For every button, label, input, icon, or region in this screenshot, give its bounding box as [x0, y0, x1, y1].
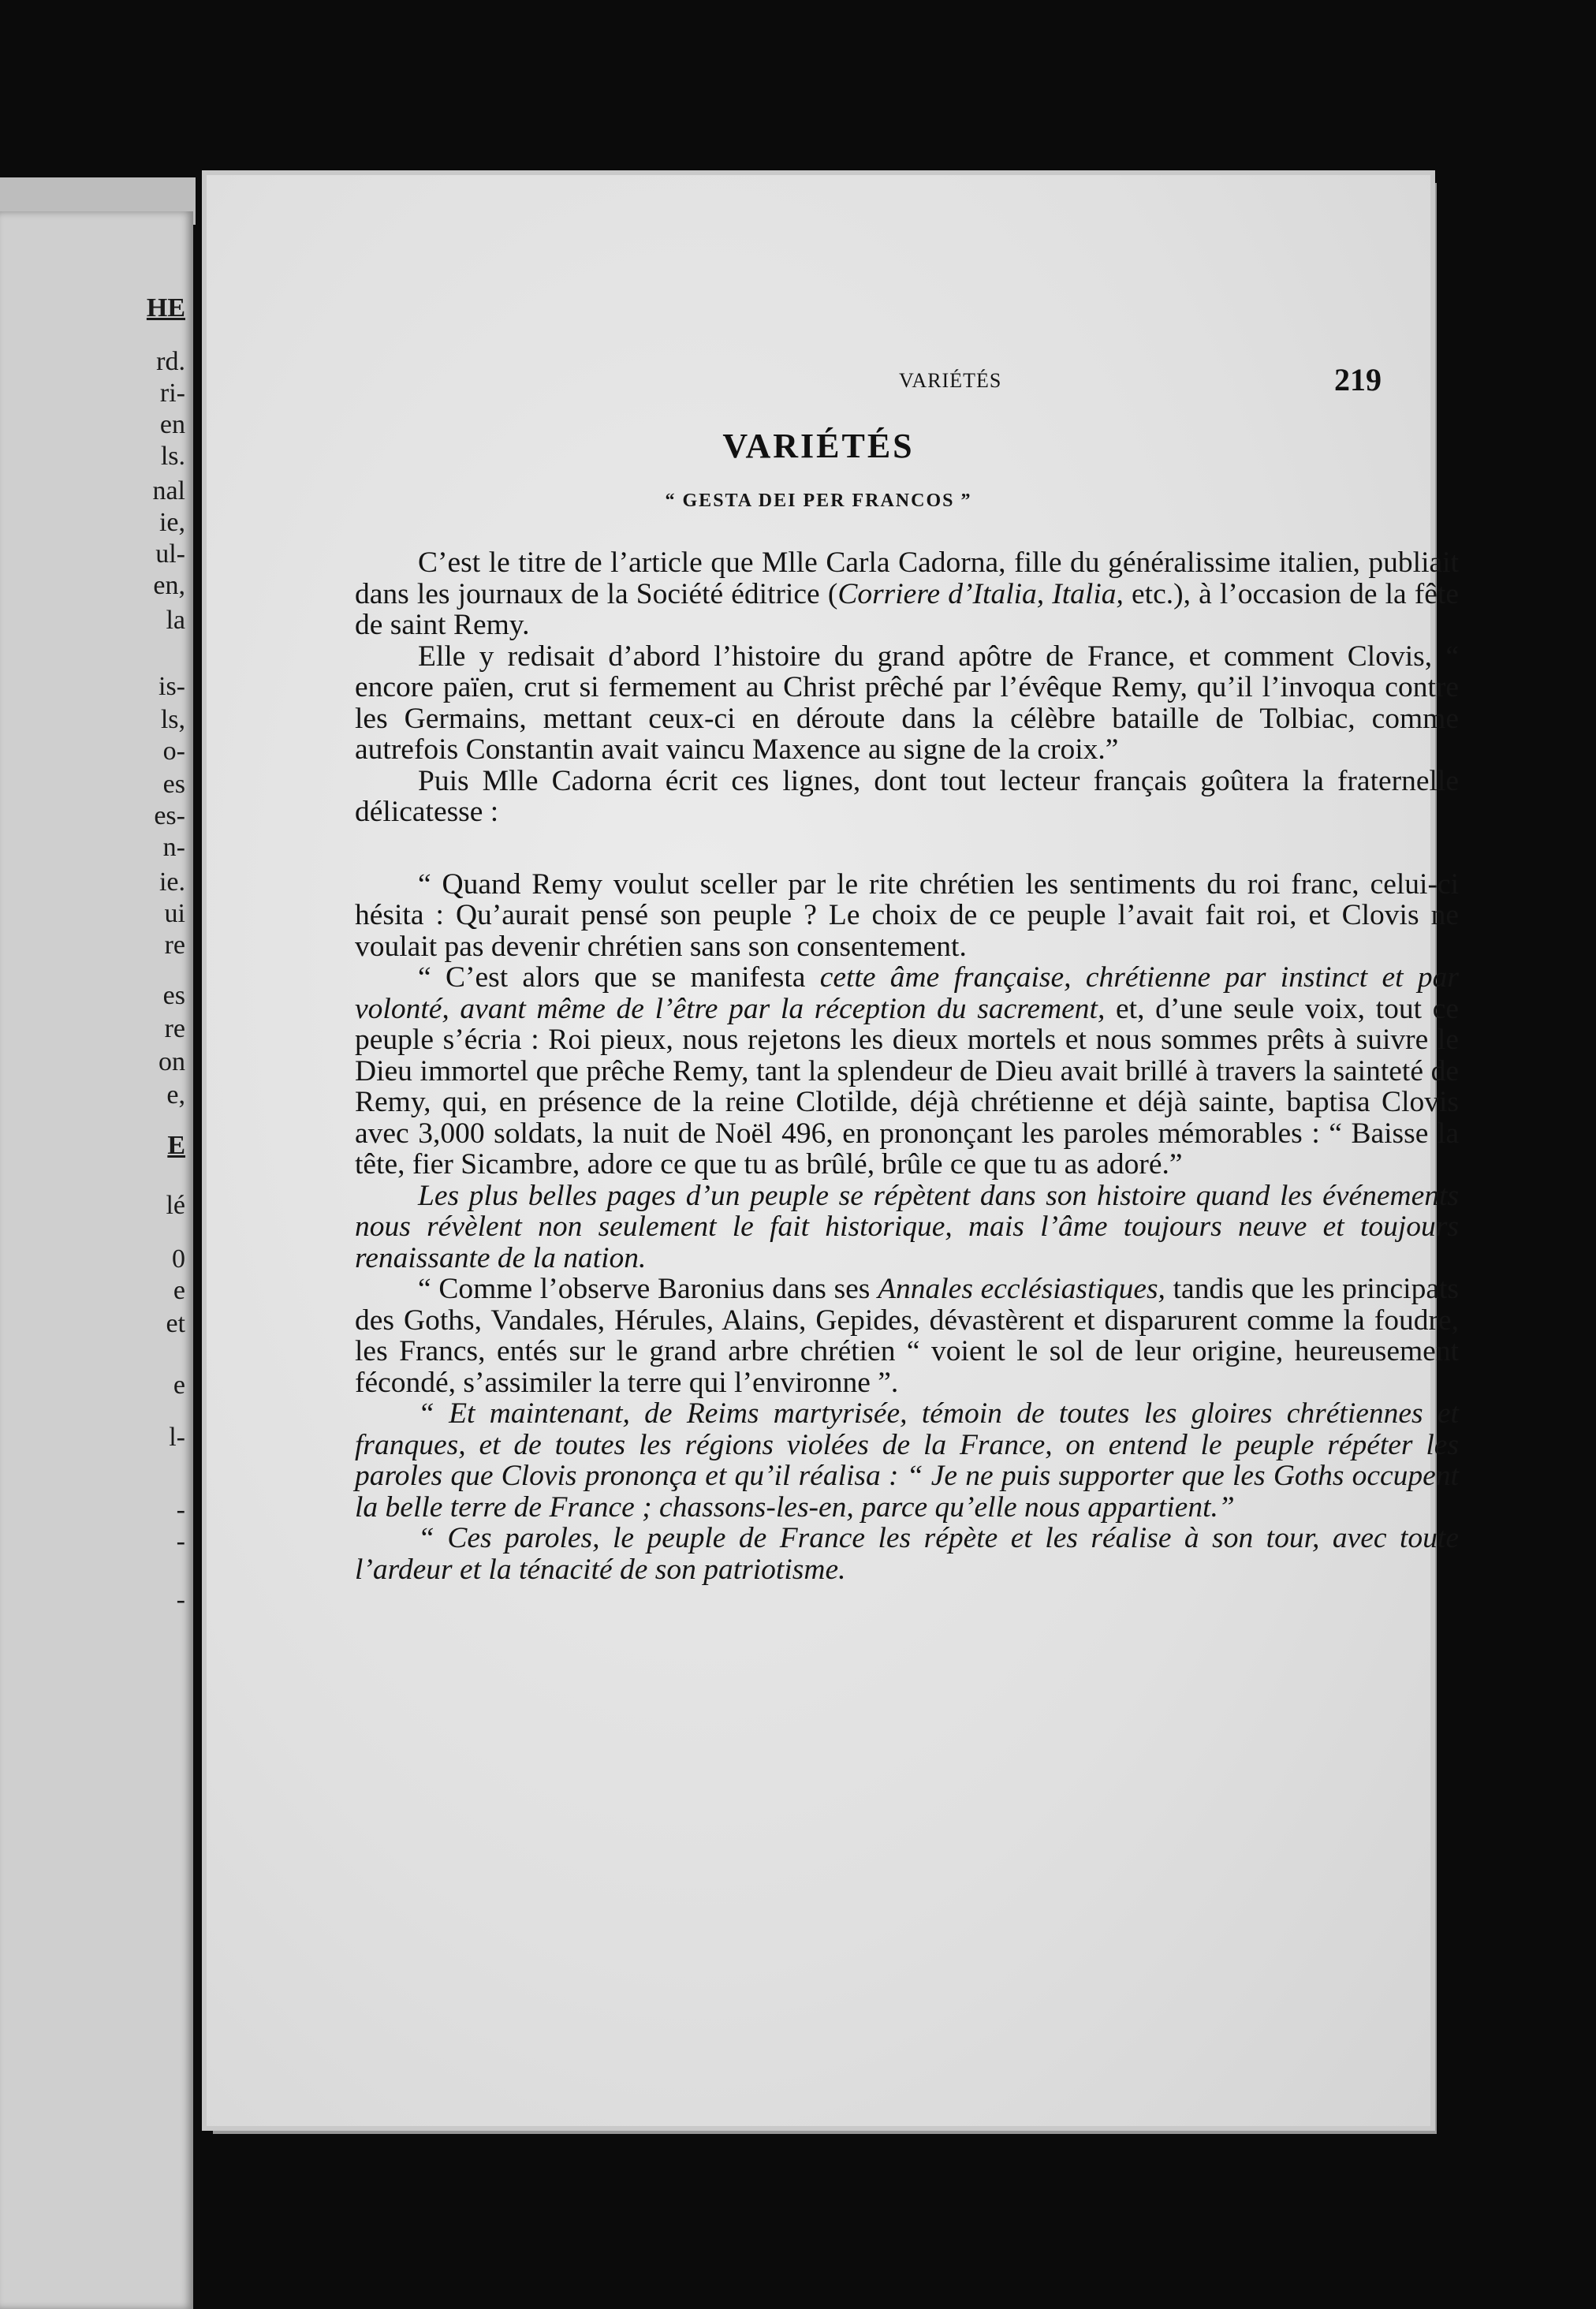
left-page-fragment: re: [164, 931, 185, 960]
left-page-fragment: ri-: [159, 379, 185, 408]
paragraph-2: Elle y redisait d’abord l’histoire du grand apôtre de France, et comment Clovis, “ encore païen, crut si fermement au Christ prêché par l’évêque Remy, qu’il l’invoqua contre les Germains, mettant ceux-ci en déroute dans la célèbre bataille de Tolbiac, comme autrefois Constantin avait vaincu Maxence au signe de la croix.”: [355, 640, 1459, 766]
left-page-fragment: is-: [158, 672, 185, 701]
section-title: VARIÉTÉS: [722, 427, 915, 465]
page-number: 219: [1334, 362, 1382, 397]
left-page-fragment: nal: [152, 476, 185, 505]
left-page-fragment: 0: [172, 1244, 185, 1274]
article-subtitle: “ GESTA DEI PER FRANCOS ”: [665, 491, 972, 511]
left-page-fragment: E: [167, 1131, 185, 1160]
paragraph-gap: [355, 828, 1459, 869]
left-page-fragment: en: [159, 410, 185, 439]
left-page-fragment: ie.: [158, 867, 185, 897]
left-page-fragment: lé: [166, 1191, 185, 1220]
left-page-fragment: n-: [162, 833, 185, 862]
main-page: [207, 175, 1459, 2126]
running-head-title: VARIÉTÉS: [899, 369, 1002, 392]
paragraph-8: “ Et maintenant, de Reims martyrisée, témoin de toutes les gloires chrétiennes et franques, et de toutes les régions violées de la France, on entend le peuple répéter les paroles que Clovis prononça et qu’il réalisa : “ Je ne puis supporter que les Goths occupent la belle terre de France ; chassons-les-en, parce qu’elle nous appartient.”: [355, 1397, 1459, 1524]
left-page-fragment: ls.: [160, 442, 185, 471]
left-page-fragments: [0, 211, 193, 2309]
left-page-fragment: e,: [166, 1080, 185, 1110]
left-page-fragment: o-: [162, 737, 185, 766]
left-adjacent-page: [0, 211, 193, 2309]
left-page-fragment: e: [173, 1371, 185, 1400]
paragraph-5: “ C’est alors que se manifesta cette âme française, chrétienne par instinct et par volonté, avant même de l’être par la réception du sacrement, et, d’une seule voix, tout ce peuple s’écria : Roi pieux, nous rejetons les dieux mortels et nous sommes prêts à suivre le Dieu immortel que prêche Remy, tant la splendeur de Dieu avait brillé à travers la sainteté de Remy, qui, en présence de la reine Clotilde, déjà chrétienne et déjà sainte, baptisa Clovis avec 3,000 soldats, la nuit de Noël 496, en prononçant les paroles mémorables : “ Baisse la tête, fier Sicambre, adore ce que tu as brûlé, brûle ce que tu as adoré.”: [355, 961, 1459, 1181]
left-page-fragment: rd.: [156, 347, 185, 376]
paragraph-3: Puis Mlle Cadorna écrit ces lignes, dont tout lecteur français goûtera la fraternelle délicatesse :: [355, 764, 1459, 828]
paragraph-9: “ Ces paroles, le peuple de France les répète et les réalise à son tour, avec toute l’ardeur et la ténacité de son patriotisme.: [355, 1522, 1459, 1586]
left-page-fragment: la: [166, 606, 185, 635]
paragraph-4: “ Quand Remy voulut sceller par le rite chrétien les sentiments du roi franc, celui-ci hésita : Qu’aurait pensé son peuple ? Le choix de ce peuple l’avait fait roi, et Clovis ne voulait pas devenir chrétien sans son consentement.: [355, 867, 1459, 963]
left-page-fragment: re: [164, 1014, 185, 1043]
left-page-fragment: HE: [146, 293, 185, 323]
left-page-fragment: -: [176, 1585, 185, 1614]
left-page-fragment: es-: [154, 801, 185, 830]
left-page-fragment: ul-: [155, 539, 185, 569]
left-page-fragment: es: [162, 770, 185, 799]
left-page-fragment: ls,: [160, 705, 185, 734]
running-head: [349, 361, 1452, 401]
paragraph-1: C’est le titre de l’article que Mlle Carla Cadorna, fille du généralissime italien, publiait dans les journaux de la Société éditrice (Corriere d’Italia, Italia, etc.), à l’occasion de la fête de saint Remy.: [355, 546, 1459, 641]
paragraph-7: “ Comme l’observe Baronius dans ses Annales ecclésiastiques, tandis que les principats des Goths, Vandales, Hérules, Alains, Gepides, dévastèrent et disparurent comme la foudre, les Francs, entés sur le grand arbre chrétien “ voient le sol de leur origine, heureusement fécondé, s’assimiler la terre qui l’environne ”.: [355, 1273, 1459, 1399]
left-page-fragment: l-: [169, 1423, 185, 1452]
left-page-fragment: et: [166, 1309, 185, 1338]
left-page-fragment: -: [176, 1527, 185, 1556]
article-body: [355, 547, 1459, 1585]
left-page-fragment: ui: [164, 899, 185, 928]
left-page-fragment: ie,: [158, 508, 185, 537]
left-page-fragment: es: [162, 981, 185, 1010]
left-page-fragment: e: [173, 1276, 185, 1305]
left-page-fragment: en,: [153, 571, 185, 600]
left-page-fragment: -: [176, 1495, 185, 1524]
left-page-fragment: on: [158, 1047, 185, 1076]
paragraph-6: Les plus belles pages d’un peuple se répètent dans son histoire quand les événements nous révèlent non seulement le fait historique, mais l’âme toujours neuve et toujours renaissante de la nation.: [355, 1179, 1459, 1274]
